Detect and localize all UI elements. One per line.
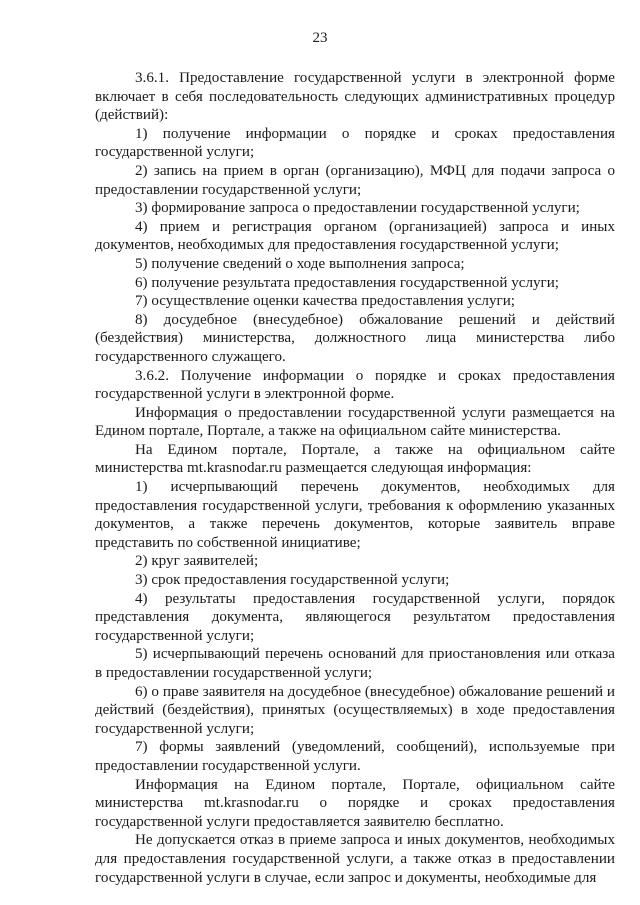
list-item-4: 4) прием и регистрация органом (организацией) запроса и иных документов, необходимых для предоставления государственной услуги;	[95, 218, 615, 254]
info-item-2: 2) круг заявителей;	[135, 553, 259, 570]
page-number: 23	[312, 30, 328, 46]
paragraph-info-placement: Информация о предоставлении государственной услуги размещается на Едином портале, Портале, а также на официальном сайте министерства.	[95, 404, 615, 440]
list-item-3: 3) формирование запроса о предоставлении государственной услуги;	[135, 200, 580, 217]
list-item-6: 6) получение результата предоставления государственной услуги;	[135, 274, 559, 291]
info-item-3: 3) срок предоставления государственной услуги;	[135, 572, 450, 589]
info-item-6: 6) о праве заявителя на досудебное (внесудебное) обжалование решений и действий (бездействия), принятых (осуществляемых) в ходе предоставления государственной услуги;	[95, 683, 615, 737]
info-item-1: 1) исчерпывающий перечень документов, необходимых для предоставления государственной услуги, требования к оформлению указанных документов, а также перечень документов, которые заявитель вправе представить по собственной инициативе;	[95, 479, 615, 551]
list-item-1: 1) получение информации о порядке и сроках предоставления государственной услуги;	[95, 125, 615, 161]
paragraph-free-info: Информация на Едином портале, Портале, официальном сайте министерства mt.krasnodar.ru о порядке и сроках предоставления государственной услуги предоставляется заявителю бесплатно.	[95, 776, 615, 830]
info-item-4: 4) результаты предоставления государственной услуги, порядок представления документа, являющегося результатом предоставления государственной услуги;	[95, 590, 615, 644]
paragraph-refusal: Не допускается отказ в приеме запроса и иных документов, необходимых для предоставления государственной услуги, а также отказ в предоставлении государственной услуги в случае, если запрос и документы, необходимые для	[95, 832, 615, 886]
list-item-7: 7) осуществление оценки качества предоставления услуги;	[135, 293, 515, 310]
document-body	[95, 69, 615, 887]
paragraph-3-6-1: 3.6.1. Предоставление государственной услуги в электронной форме включает в себя последовательность следующих административных процедур (действий):	[95, 70, 615, 124]
info-item-5: 5) исчерпывающий перечень оснований для приостановления или отказа в предоставлении государственной услуги;	[95, 646, 615, 681]
list-item-5: 5) получение сведений о ходе выполнения запроса;	[135, 255, 465, 272]
paragraph-3-6-2: 3.6.2. Получение информации о порядке и сроках предоставления государственной услуги в электронной форме.	[95, 367, 615, 403]
paragraph-info-list-intro: На Едином портале, Портале, а также на официальном сайте министерства mt.krasnodar.ru размещается следующая информация:	[95, 441, 615, 477]
list-item-2: 2) запись на прием в орган (организацию), МФЦ для подачи запроса о предоставлении государственной услуги;	[95, 162, 615, 198]
list-item-8: 8) досудебное (внесудебное) обжалование решений и действий (бездействия) министерства, должностного лица министерства либо государственного служащего.	[95, 311, 615, 365]
info-item-7: 7) формы заявлений (уведомлений, сообщений), используемые при предоставлении государственной услуги.	[95, 739, 615, 774]
